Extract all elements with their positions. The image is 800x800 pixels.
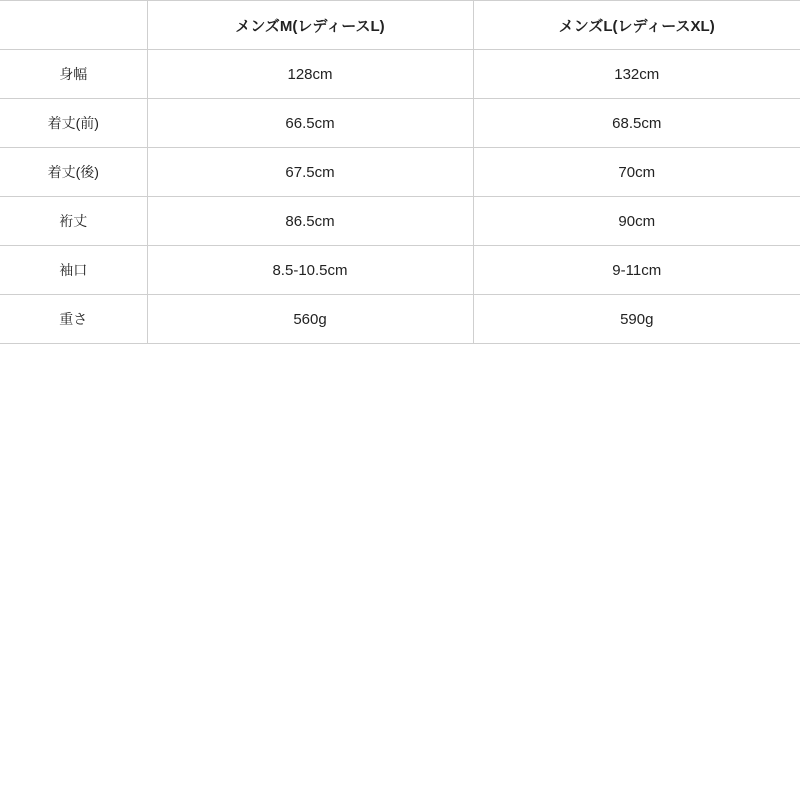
cell-length-back-m: 67.5cm	[147, 148, 473, 197]
table-header	[0, 1, 800, 50]
cell-weight-l: 590g	[473, 295, 800, 344]
table-corner-cell	[0, 1, 147, 50]
size-table	[0, 0, 800, 344]
table-row	[0, 50, 800, 99]
row-label-cuff: 袖口	[0, 246, 147, 295]
table-row	[0, 99, 800, 148]
table-row	[0, 148, 800, 197]
cell-weight-m: 560g	[147, 295, 473, 344]
cell-sleeve-length-l: 90cm	[473, 197, 800, 246]
table-row	[0, 197, 800, 246]
row-label-length-back: 着丈(後)	[0, 148, 147, 197]
cell-body-width-m: 128cm	[147, 50, 473, 99]
cell-length-back-l: 70cm	[473, 148, 800, 197]
cell-cuff-m: 8.5-10.5cm	[147, 246, 473, 295]
table-body	[0, 50, 800, 344]
cell-length-front-m: 66.5cm	[147, 99, 473, 148]
table-row	[0, 246, 800, 295]
row-label-length-front: 着丈(前)	[0, 99, 147, 148]
cell-cuff-l: 9-11cm	[473, 246, 800, 295]
table-row	[0, 295, 800, 344]
row-label-sleeve-length: 裄丈	[0, 197, 147, 246]
cell-body-width-l: 132cm	[473, 50, 800, 99]
cell-length-front-l: 68.5cm	[473, 99, 800, 148]
row-label-weight: 重さ	[0, 295, 147, 344]
row-label-body-width: 身幅	[0, 50, 147, 99]
column-header-mens-l: メンズL(レディースXL)	[473, 1, 800, 50]
table-header-row	[0, 1, 800, 50]
column-header-mens-m: メンズM(レディースL)	[147, 1, 473, 50]
cell-sleeve-length-m: 86.5cm	[147, 197, 473, 246]
